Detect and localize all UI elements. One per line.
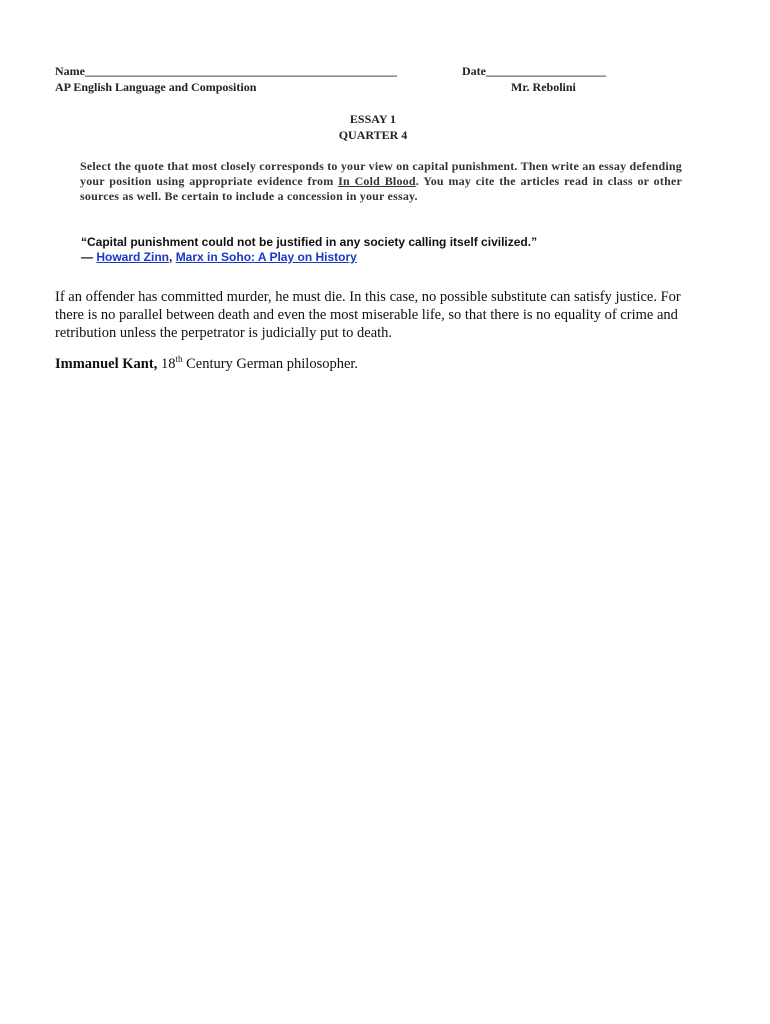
instructions-text-end: . You may cite the articles read in class or other sources as well. Be certain to include a concession in your essay. bbox=[80, 174, 683, 203]
name-field-line: Name____________________________________________________ bbox=[55, 64, 397, 78]
kant-name: Immanuel Kant, bbox=[55, 355, 158, 372]
kant-quote: If an offender has committed murder, he must die. In this case, no possible substitute can satisfy justice. For there is no parallel between death and even the most miserable life, so that there is no equality of crime and retribution unless the perpetrator is judicially put to death. bbox=[55, 289, 681, 341]
century-number: 18 bbox=[157, 355, 176, 372]
course-title: AP English Language and Composition bbox=[55, 80, 257, 94]
book-title: In Cold Blood bbox=[338, 174, 416, 188]
marx-in-soho-link[interactable]: Marx in Soho: A Play on History bbox=[175, 250, 357, 264]
essay-title: ESSAY 1 bbox=[349, 112, 397, 126]
instructions-text-start: Select the quote that most closely corresponds to your view on capital punishment. Then write an essay defending your position using appropriate evidence from bbox=[80, 159, 682, 188]
instructions-paragraph bbox=[80, 159, 682, 204]
kant-attribution bbox=[55, 354, 358, 373]
attribution-dash: — bbox=[81, 250, 97, 264]
kant-description: Century German philosopher. bbox=[182, 355, 359, 372]
howard-zinn-link[interactable]: Howard Zinn bbox=[96, 250, 170, 264]
century-suffix: th bbox=[175, 354, 183, 364]
zinn-quote: “Capital punishment could not be justified in any society calling itself civilized.” bbox=[81, 235, 538, 249]
teacher-name: Mr. Rebolini bbox=[511, 80, 576, 94]
date-field-line: Date____________________ bbox=[462, 64, 606, 78]
zinn-attribution bbox=[81, 250, 357, 264]
attribution-separator: , bbox=[169, 250, 176, 264]
quarter-title: QUARTER 4 bbox=[338, 128, 408, 142]
